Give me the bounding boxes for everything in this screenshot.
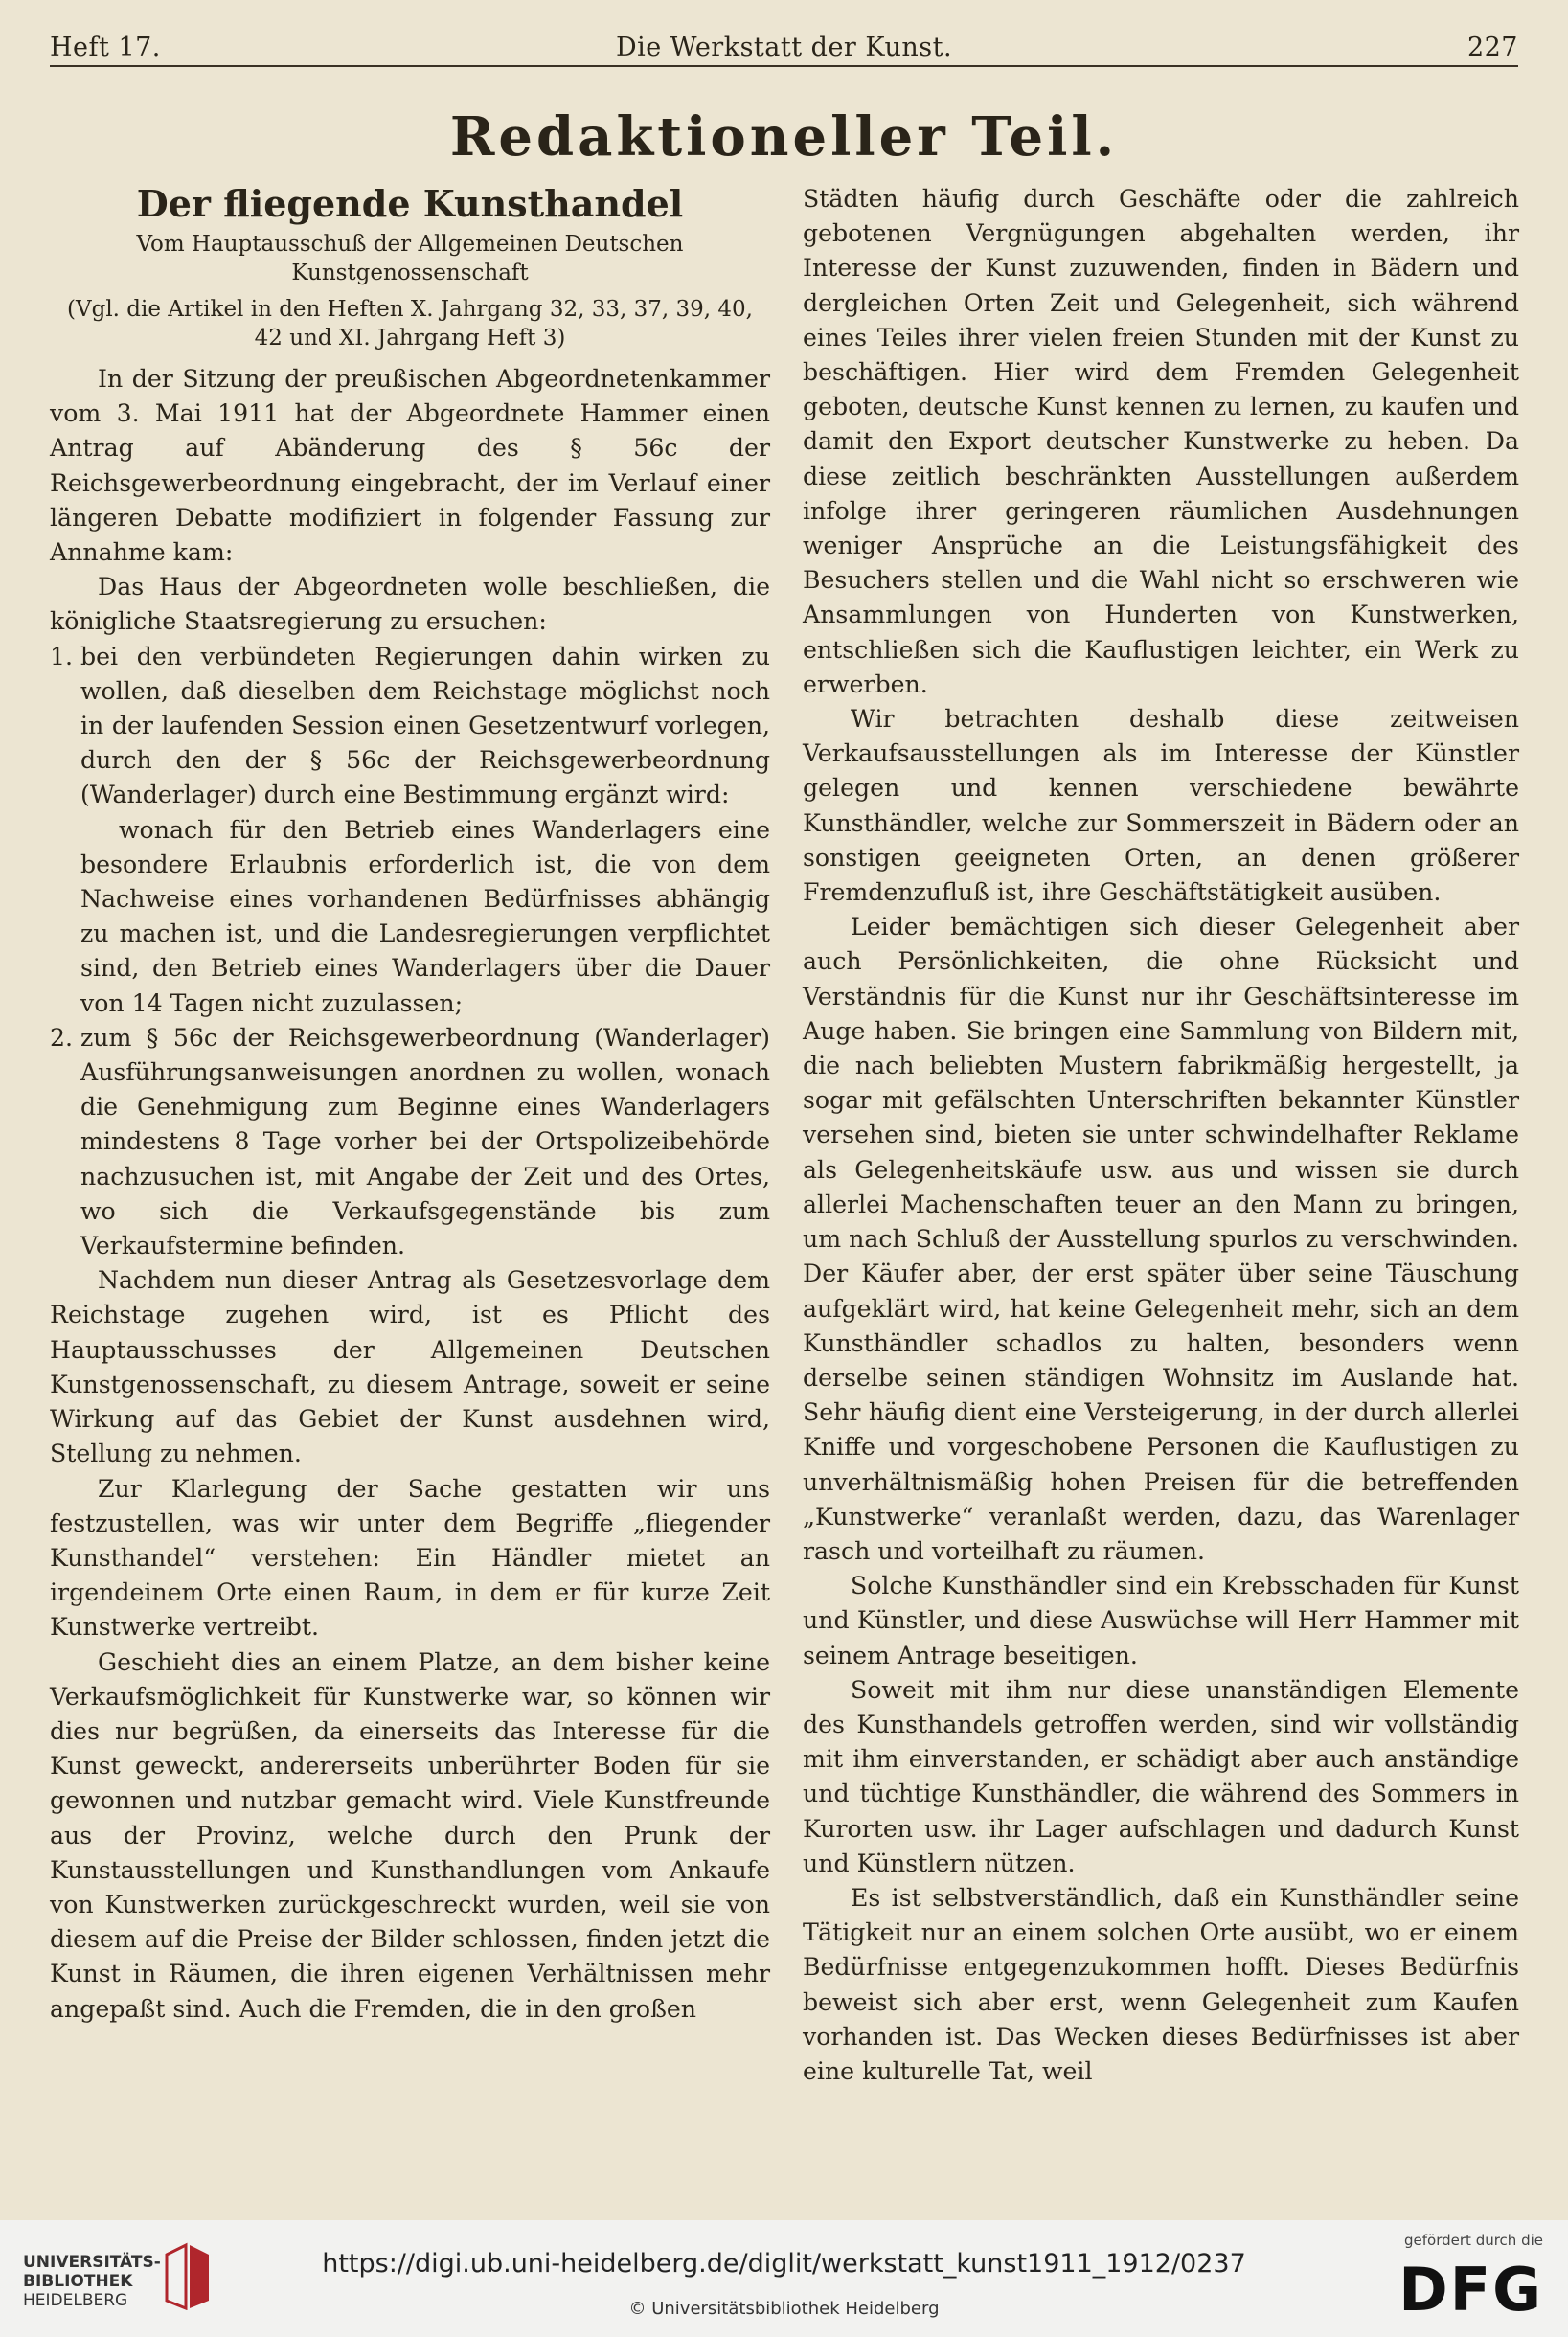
list-text: zum § 56c der Reichsgewerbeordnung (Wanderlager) Ausführungsanweisungen anordnen zu wollen, wonach die Genehmigung zum Beginne eines Wanderlagers mindestens 8 Tage vorher bei der Ortspolizeibehörde nachzusuchen ist, mit Angabe der Zeit und des Ortes, wo sich die Verkaufsgegenstände bis zum Verkaufstermine befinden. — [80, 1023, 770, 1260]
list-item — [50, 1021, 770, 1263]
journal-title: Die Werkstatt der Kunst. — [615, 33, 953, 62]
paragraph: Wir betrachten deshalb diese zeitweisen Verkaufsausstellungen als im Interesse der Künstler gelegen und kennen verschiedene bewährte Kunsthändler, welche zur Sommerszeit in Bädern oder an sonstigen geeigneten Orten, an denen größerer Fremdenzufluß ist, ihre Geschäftstätigkeit ausüben. — [803, 705, 1519, 907]
footer-bar — [0, 2220, 1568, 2337]
issue-number: Heft 17. — [50, 33, 161, 62]
paragraph: Das Haus der Abgeordneten wolle beschließen, die königliche Staatsregierung zu ersuchen: — [50, 573, 770, 636]
paragraph: Städten häufig durch Geschäfte oder die zahlreich gebotenen Vergnügungen abgehalten werden, ihr Interesse der Kunst zuzuwenden, finden in Bädern und dergleichen Orten Zeit und Gelegenheit, sich während eines Teiles ihrer vielen freien Stunden mit der Kunst zu beschäftigen. Hier wird dem Fremden Gelegenheit geboten, deutsche Kunst kennen zu lernen, zu kaufen und damit den Export deutscher Kunstwerke zu heben. Da diese zeitlich beschränkten Ausstellungen außerdem infolge ihrer geringeren räumlichen Ausdehnungen weniger Ansprüche an die Leistungsfähigkeit des Besuchers stellen und die Wahl nicht so erschweren wie Ansammlungen von Hunderten von Kunstwerken, entschließen sich die Kauflustigen leichter, ein Werk zu erwerben. — [803, 185, 1519, 698]
paragraph: Nachdem nun dieser Antrag als Gesetzesvorlage dem Reichstage zugehen wird, ist es Pflicht des Hauptausschusses der Allgemeinen Deutschen Kunstgenossenschaft, zu diesem Antrage, soweit er seine Wirkung auf das Gebiet der Kunst ausdehnen wird, Stellung zu nehmen. — [50, 1266, 770, 1468]
left-column — [50, 182, 770, 2027]
section-title: Redaktioneller Teil. — [449, 105, 1119, 169]
running-header — [50, 27, 1518, 67]
paragraph: Solche Kunsthändler sind ein Krebsschaden für Kunst und Künstler, und diese Auswüchse will Herr Hammer mit seinem Antrage beseitigen. — [803, 1572, 1519, 1669]
dfg-logo: DFG — [1398, 2255, 1543, 2325]
quoted-provision — [50, 813, 770, 1021]
permalink-url[interactable]: https://digi.ub.uni-heidelberg.de/diglit/werkstatt_kunst1911_1912/0237 — [322, 2249, 1246, 2279]
logo-line: HEIDELBERG — [23, 2291, 128, 2310]
list-text: bei den verbündeten Regierungen dahin wirken zu wollen, daß dieselben dem Reichstage möglichst noch in der laufenden Session einen Gesetzentwurf vorlegen, durch den der § 56c der Reichsgewerbeordnung (Wanderlager) durch eine Bestimmung ergänzt wird: — [80, 642, 770, 809]
article-subtitle: Vom Hauptausschuß der Allgemeinen Deutschen Kunstgenossenschaft — [136, 232, 684, 285]
list-item — [50, 640, 770, 813]
paragraph: Es ist selbstverständlich, daß ein Kunsthändler seine Tätigkeit nur an einem solchen Orte ausübt, wo er einem Bedürfnisse entgegenzukommen hofft. Dieses Bedürfnis beweist sich aber erst, wenn Gelegenheit zum Kaufen vorhanden ist. Das Wecken dieses Bedürfnisses ist aber eine kulturelle Tat, weil — [803, 1883, 1519, 2085]
paragraph: wonach für den Betrieb eines Wanderlagers eine besondere Erlaubnis erforderlich ist, die von dem Nachweise eines vorhandenen Bedürfnisses abhängig zu machen ist, und die Landesregierungen verpflichtet sind, den Betrieb eines Wanderlagers über die Dauer von 14 Tagen nicht zuzulassen; — [80, 815, 770, 1017]
paragraph: Soweit mit ihm nur diese unanständigen Elemente des Kunsthandels getroffen werden, sind wir vollständig mit ihm einverstanden, er schädigt aber auch anständige und tüchtige Kunsthändler, die während des Sommers in Kurorten usw. ihr Lager aufschlagen und dadurch Kunst und Künstlern nützen. — [803, 1675, 1519, 1877]
logo-line: BIBLIOTHEK — [23, 2272, 133, 2291]
funding-note: gefördert durch die — [1404, 2232, 1543, 2249]
paragraph: Zur Klarlegung der Sache gestatten wir uns festzustellen, was wir unter dem Begriffe „fliegender Kunsthandel“ verstehen: Ein Händler mietet an irgendeinem Orte einen Raum, in dem er für kurze Zeit Kunstwerke vertreibt. — [50, 1474, 770, 1642]
paragraph: In der Sitzung der preußischen Abgeordnetenkammer vom 3. Mai 1911 hat der Abgeordnete Hammer einen Antrag auf Abänderung des § 56c der Reichsgewerbeordnung eingebracht, der im Verlauf einer längeren Debatte modifiziert in folgender Fassung zur Annahme kam: — [50, 365, 770, 567]
copyright-notice: © Universitätsbibliothek Heidelberg — [628, 2299, 940, 2319]
right-column — [803, 182, 1519, 2089]
paragraph: Geschieht dies an einem Platze, an dem bisher keine Verkaufsmöglichkeit für Kunstwerke war, so können wir dies nur begrüßen, da einerseits das Interesse für die Kunst geweckt, andererseits unberührter Boden für sie gewonnen und nutzbar gemacht wird. Viele Kunstfreunde aus der Provinz, welche durch den Prunk der Kunstausstellungen und Kunsthandlungen vom Ankaufe von Kunstwerken zurückgeschreckt wurden, weil sie von diesem auf die Preise der Bilder schlossen, finden jetzt die Kunst in Räumen, die ihren eigenen Verhältnissen mehr angepaßt sind. Auch die Fremden, die in den großen — [50, 1647, 770, 2023]
paragraph: Leider bemächtigen sich dieser Gelegenheit aber auch Persönlichkeiten, die ohne Rücksicht und Verständnis für die Kunst nur ihr Geschäftsinteresse im Auge haben. Sie bringen eine Sammlung von Bildern mit, die nach beliebten Mustern fabrikmäßig hergestellt, ja sogar mit gefälschten Unterschriften bekannter Künstler versehen sind, bieten sie unter schwindelhafter Reklame als Gelegenheitskäufe usw. aus und wissen sie durch allerlei Machenschaften teuer an den Mann zu bringen, um nach Schluß der Ausstellung spurlos zu verschwinden. Der Käufer aber, der erst später über seine Täuschung aufgeklärt wird, hat keine Gelegenheit mehr, sich an dem Kunsthändler schadlos zu halten, besonders wenn derselbe seinen ständigen Wohnsitz im Auslande hat. Sehr häufig dient eine Versteigerung, in der durch allerlei Kniffe und vorgeschobene Personen die Kauflustigen zu unverhältnismäßig hohen Preisen für die betreffenden „Kunstwerke“ veranlaßt werden, dazu, das Warenlager rasch und vorteilhaft zu räumen. — [803, 913, 1519, 1565]
list-number: 1. — [50, 642, 74, 670]
article-title: Der fliegende Kunsthandel — [136, 182, 684, 225]
page-number: 227 — [1466, 33, 1518, 62]
logo-line: UNIVERSITÄTS- — [23, 2253, 161, 2272]
list-number: 2. — [50, 1023, 74, 1052]
article-reference: (Vgl. die Artikel in den Heften X. Jahrgang 32, 33, 37, 39, 40, 42 und XI. Jahrgang Heft 3) — [67, 297, 753, 351]
